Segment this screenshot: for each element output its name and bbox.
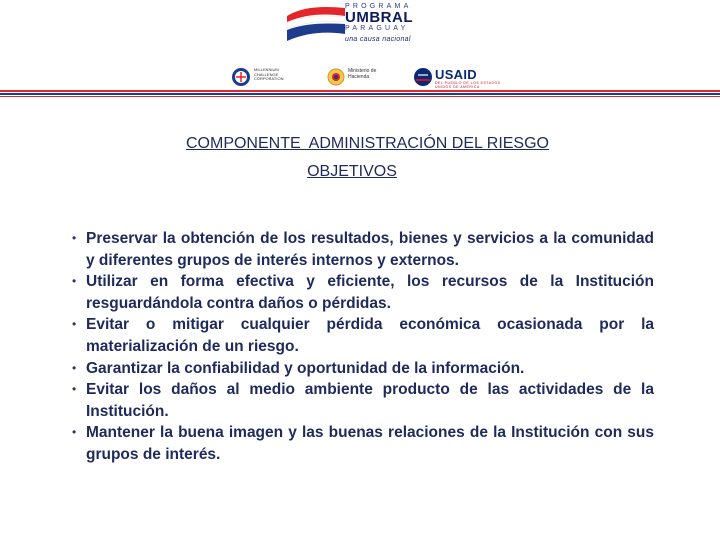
objective-item: [72, 314, 654, 357]
usaid-subtext: DEL PUEBLO DE LOS ESTADOS UNIDOS DE AMÉRICA: [435, 81, 501, 89]
objective-text: Evitar o mitigar cualquier pérdida económica ocasionada por la materialización de un riesgo.: [86, 316, 654, 355]
bullet-icon: •: [72, 360, 77, 375]
objectives-heading: OBJETIVOS: [307, 163, 397, 180]
mcc-seal-icon: [231, 67, 251, 87]
bullet-icon: •: [72, 425, 77, 440]
logo-line-programa: PROGRAMA: [345, 3, 412, 10]
header-rule-blue: [0, 93, 720, 95]
programa-umbral-logo: [285, 2, 435, 48]
bullet-icon: •: [72, 382, 77, 397]
component-title: COMPONENTE ADMINISTRACIÓN DEL RIESGO: [185, 135, 549, 152]
objective-text: Utilizar en forma efectiva y eficiente, los recursos de la Institución resguardándola contra daños o pérdidas.: [86, 273, 654, 312]
header-rule-red: [0, 90, 720, 92]
usaid-seal-icon: [413, 67, 433, 87]
objective-text: Mantener la buena imagen y las buenas relaciones de la Institución con sus grupos de interés.: [86, 424, 654, 463]
objective-item: [72, 228, 654, 271]
objective-item: [72, 379, 654, 422]
mcc-text: MILLENNIUM CHALLENGE CORPORATION: [254, 67, 284, 81]
usaid-wordmark: USAID: [435, 67, 477, 82]
objectives-list: [72, 228, 654, 466]
objective-item: [72, 271, 654, 314]
bullet-icon: •: [72, 274, 77, 289]
objective-item: [72, 422, 654, 465]
header-rule-red-thin: [0, 96, 720, 97]
objective-text: Evitar los daños al medio ambiente producto de las actividades de la Institución.: [86, 381, 654, 420]
bullet-icon: •: [72, 231, 77, 245]
coat-of-arms-icon: [327, 67, 345, 87]
flag-swoosh-icon: [285, 4, 347, 44]
objective-item: [72, 358, 654, 380]
objective-text: Garantizar la confiabilidad y oportunidad de la información.: [86, 359, 525, 377]
ministerio-text: Ministerio de Hacienda: [348, 68, 377, 80]
partner-logos: [0, 66, 720, 88]
logo-text: [345, 3, 435, 43]
objective-text: Preservar la obtención de los resultados, bienes y servicios a la comunidad y diferentes grupos de interés internos y externos.: [86, 230, 654, 269]
bullet-icon: •: [72, 317, 77, 332]
logo-line-paraguay: PARAGUAY: [345, 25, 409, 32]
logo-line-umbral: UMBRAL: [345, 9, 413, 26]
logo-tagline: una causa nacional: [345, 36, 411, 43]
